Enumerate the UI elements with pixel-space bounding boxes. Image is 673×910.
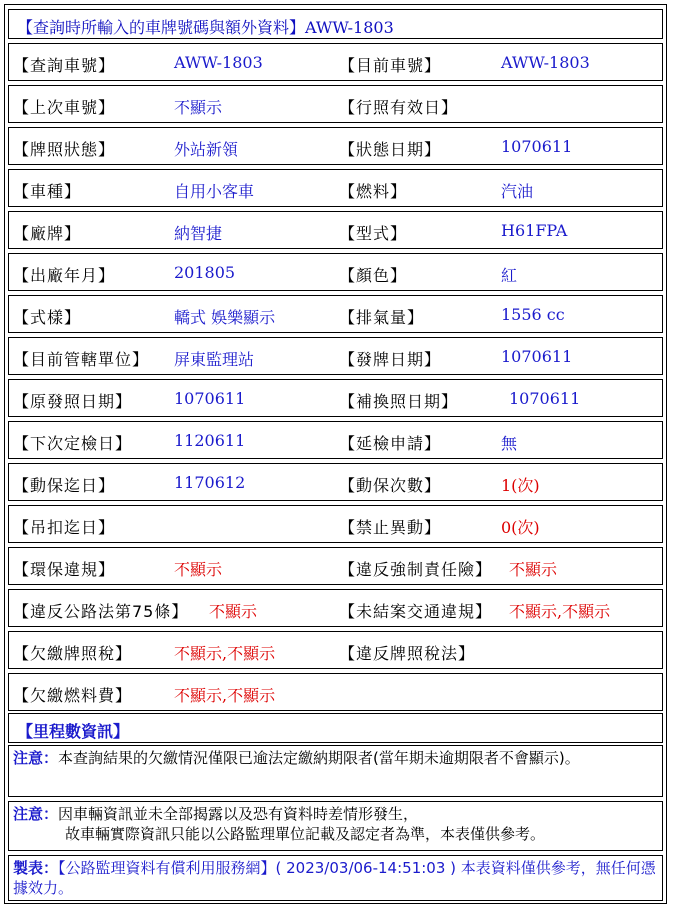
field-value: 1120611 — [174, 431, 246, 450]
info-row — [8, 253, 663, 291]
note-2-line2: 故車輛實際資訊只能以公路監理單位記載及認定者為準，本表僅供參考。 — [65, 825, 546, 843]
field-value: 201805 — [174, 263, 236, 282]
field-label: 【原發照日期】 — [13, 392, 133, 411]
info-row — [8, 463, 663, 501]
info-row — [8, 337, 663, 375]
note-1-label: 注意： — [13, 749, 59, 767]
field-value: AWW-1803 — [174, 53, 263, 72]
field-value: 不顯示 — [209, 602, 258, 621]
field-value: 1070611 — [501, 137, 573, 156]
field-value: 不顯示 — [174, 98, 223, 117]
note-1-text: 本查詢結果的欠繳情況僅限已逾法定繳納期限者(當年期未逾期限者不會顯示)。 — [58, 749, 580, 767]
field-value: 納智捷 — [174, 224, 223, 243]
field-label: 【查詢車號】 — [13, 56, 116, 75]
field-value: 無 — [501, 434, 518, 453]
field-label: 【出廠年月】 — [13, 266, 116, 285]
field-value: 不顯示,不顯示 — [509, 602, 611, 621]
field-label: 【動保迄日】 — [13, 476, 116, 495]
info-row — [8, 589, 663, 627]
query-title: 【查詢時所輸入的車牌號碼與額外資料】AWW-1803 — [17, 18, 394, 37]
note-1 — [8, 745, 663, 797]
field-label: 【車種】 — [13, 182, 82, 201]
field-label: 【延檢申請】 — [339, 434, 442, 453]
info-row — [8, 127, 663, 165]
info-row — [8, 379, 663, 417]
mileage-label: 【里程數資訊】 — [17, 722, 130, 741]
field-label: 【發牌日期】 — [339, 350, 442, 369]
field-label: 【違反強制責任險】 — [339, 560, 493, 579]
field-value: AWW-1803 — [501, 53, 590, 72]
field-label: 【禁止異動】 — [339, 518, 442, 537]
field-label: 【廠牌】 — [13, 224, 82, 243]
field-label: 【未結案交通違規】 — [339, 602, 493, 621]
note-3 — [8, 855, 663, 901]
note-2 — [8, 801, 663, 851]
field-value: 轎式 娛樂顯示 — [174, 308, 276, 327]
info-row — [8, 631, 663, 669]
note-2-line1: 因車輛資訊並未全部揭露以及恐有資料時差情形發生， — [58, 805, 419, 823]
field-label: 【動保次數】 — [339, 476, 442, 495]
note-3-label: 製表： — [13, 859, 59, 877]
field-value: 外站新領 — [174, 140, 239, 159]
field-value: 紅 — [501, 266, 518, 285]
field-label: 【違反公路法第75條】 — [13, 602, 189, 621]
note-3-text: 【公路監理資料有償利用服務網】( 2023/03/06-14:51:03 ) 本表資料僅供參考，無任何憑據效力。 — [13, 859, 656, 897]
info-row — [8, 421, 663, 459]
field-value: 1070611 — [501, 347, 573, 366]
field-value: 不顯示 — [509, 560, 558, 579]
field-value: 屏東監理站 — [174, 350, 255, 369]
field-value: 0(次) — [501, 518, 540, 537]
info-row — [8, 43, 663, 81]
info-row — [8, 295, 663, 333]
note-2-label: 注意： — [13, 805, 59, 823]
info-row — [8, 85, 663, 123]
info-row — [8, 211, 663, 249]
field-label: 【行照有效日】 — [339, 98, 459, 117]
query-title-row — [8, 9, 663, 39]
field-label: 【環保違規】 — [13, 560, 116, 579]
info-row — [8, 169, 663, 207]
field-label: 【補換照日期】 — [339, 392, 459, 411]
field-label: 【違反牌照稅法】 — [339, 644, 476, 663]
info-row — [8, 673, 663, 711]
mileage-row — [8, 713, 663, 743]
field-value: H61FPA — [501, 221, 568, 240]
field-label: 【顏色】 — [339, 266, 408, 285]
field-value: 不顯示,不顯示 — [174, 644, 276, 663]
field-value: 自用小客車 — [174, 182, 255, 201]
field-value: 1(次) — [501, 476, 540, 495]
field-label: 【式樣】 — [13, 308, 82, 327]
info-row — [8, 547, 663, 585]
field-label: 【排氣量】 — [339, 308, 425, 327]
field-label: 【燃料】 — [339, 182, 408, 201]
field-label: 【欠繳燃料費】 — [13, 686, 133, 705]
field-label: 【上次車號】 — [13, 98, 116, 117]
field-value: 汽油 — [501, 182, 534, 201]
field-label: 【下次定檢日】 — [13, 434, 133, 453]
field-label: 【型式】 — [339, 224, 408, 243]
field-value: 不顯示,不顯示 — [174, 686, 276, 705]
field-label: 【欠繳牌照稅】 — [13, 644, 133, 663]
field-label: 【目前管轄單位】 — [13, 350, 150, 369]
field-label: 【狀態日期】 — [339, 140, 442, 159]
field-label: 【吊扣迄日】 — [13, 518, 116, 537]
field-value: 1170612 — [174, 473, 246, 492]
field-value: 1070611 — [174, 389, 246, 408]
vehicle-info-table — [4, 4, 667, 904]
field-value: 1556 cc — [501, 305, 565, 324]
field-value: 不顯示 — [174, 560, 223, 579]
field-label: 【目前車號】 — [339, 56, 442, 75]
field-label: 【牌照狀態】 — [13, 140, 116, 159]
field-value: 1070611 — [509, 389, 581, 408]
info-row — [8, 505, 663, 543]
